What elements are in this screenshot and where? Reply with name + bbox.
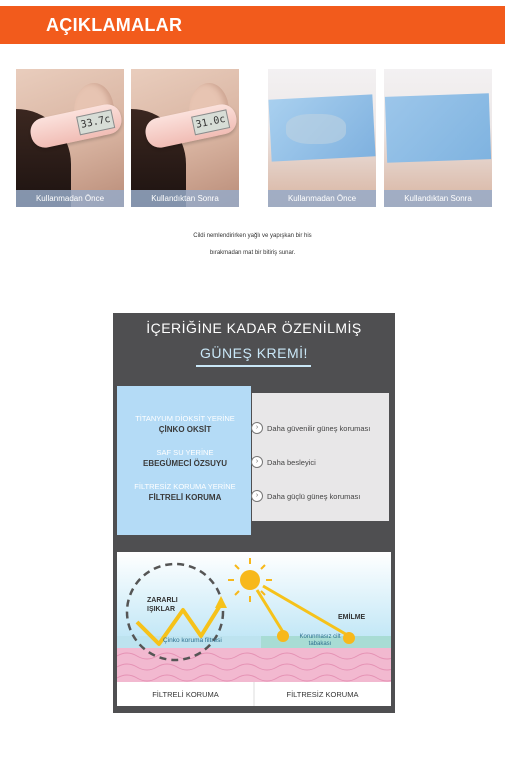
section-title: AÇIKLAMALAR [46, 15, 183, 35]
filtered-protection-label: FİLTRELİ KORUMA [152, 690, 219, 699]
absorb-label: EMİLME [338, 614, 366, 621]
zinc-filter-label: Çinko koruma filtresi [163, 637, 222, 644]
description-line: Cildi nemlendirirken yağlı ve yapışkan bir his [193, 233, 312, 239]
benefit-text: Daha besleyici [267, 458, 316, 467]
infographic [113, 313, 395, 713]
photo-before-paper [268, 69, 376, 207]
harmful-light-label: ZARARLI IŞIKLAR [147, 597, 178, 613]
arrow-right-icon: › [251, 422, 263, 434]
ingredient-used: EBEGÜMECİ ÖZSUYU [142, 459, 227, 468]
infographic-subtitle: GÜNEŞ KREMİ! [200, 345, 308, 361]
benefit-panel [252, 393, 389, 521]
photo-before-thermo [16, 69, 124, 207]
header-bar [0, 6, 505, 44]
ingredient-used: FİLTRELİ KORUMA [148, 493, 222, 502]
protection-illustration [117, 552, 391, 706]
benefit-text: Daha güçlü güneş koruması [267, 492, 361, 501]
infographic-title: İÇERİĞİNE KADAR ÖZENİLMİŞ [146, 320, 362, 336]
arrow-right-icon: › [251, 490, 263, 502]
benefit-text: Daha güvenilir güneş koruması [267, 424, 371, 433]
unfiltered-protection-label: FİLTRESİZ KORUMA [286, 690, 359, 699]
ingredient-instead: TİTANYUM DİOKSİT YERİNE [135, 414, 235, 423]
unprotected-layer-label: Korunmasız cilt tabakası [299, 634, 341, 647]
photo-caption: Kullanmadan Önce [268, 190, 376, 207]
description-line: bırakmadan mat bir bitiriş sunar. [209, 250, 296, 256]
ingredient-instead: SAF SU YERİNE [156, 448, 214, 457]
subtitle-underline [196, 365, 311, 367]
ingredient-panel [117, 386, 251, 535]
ingredient-instead: FİLTRESİZ KORUMA YERİNE [134, 482, 236, 491]
ingredient-used: ÇİNKO OKSİT [158, 425, 212, 434]
photo-caption: Kullandıktan Sonra [131, 190, 239, 207]
thermometer-reading: 31.0c [191, 109, 230, 135]
photo-after-paper [384, 69, 492, 207]
photo-caption: Kullanmadan Önce [16, 190, 124, 207]
arrow-right-icon: › [251, 456, 263, 468]
thermometer-reading: 33.7c [76, 109, 115, 135]
photo-caption: Kullandıktan Sonra [384, 190, 492, 207]
photo-after-thermo [131, 69, 239, 207]
illustration-graphic [117, 552, 391, 706]
